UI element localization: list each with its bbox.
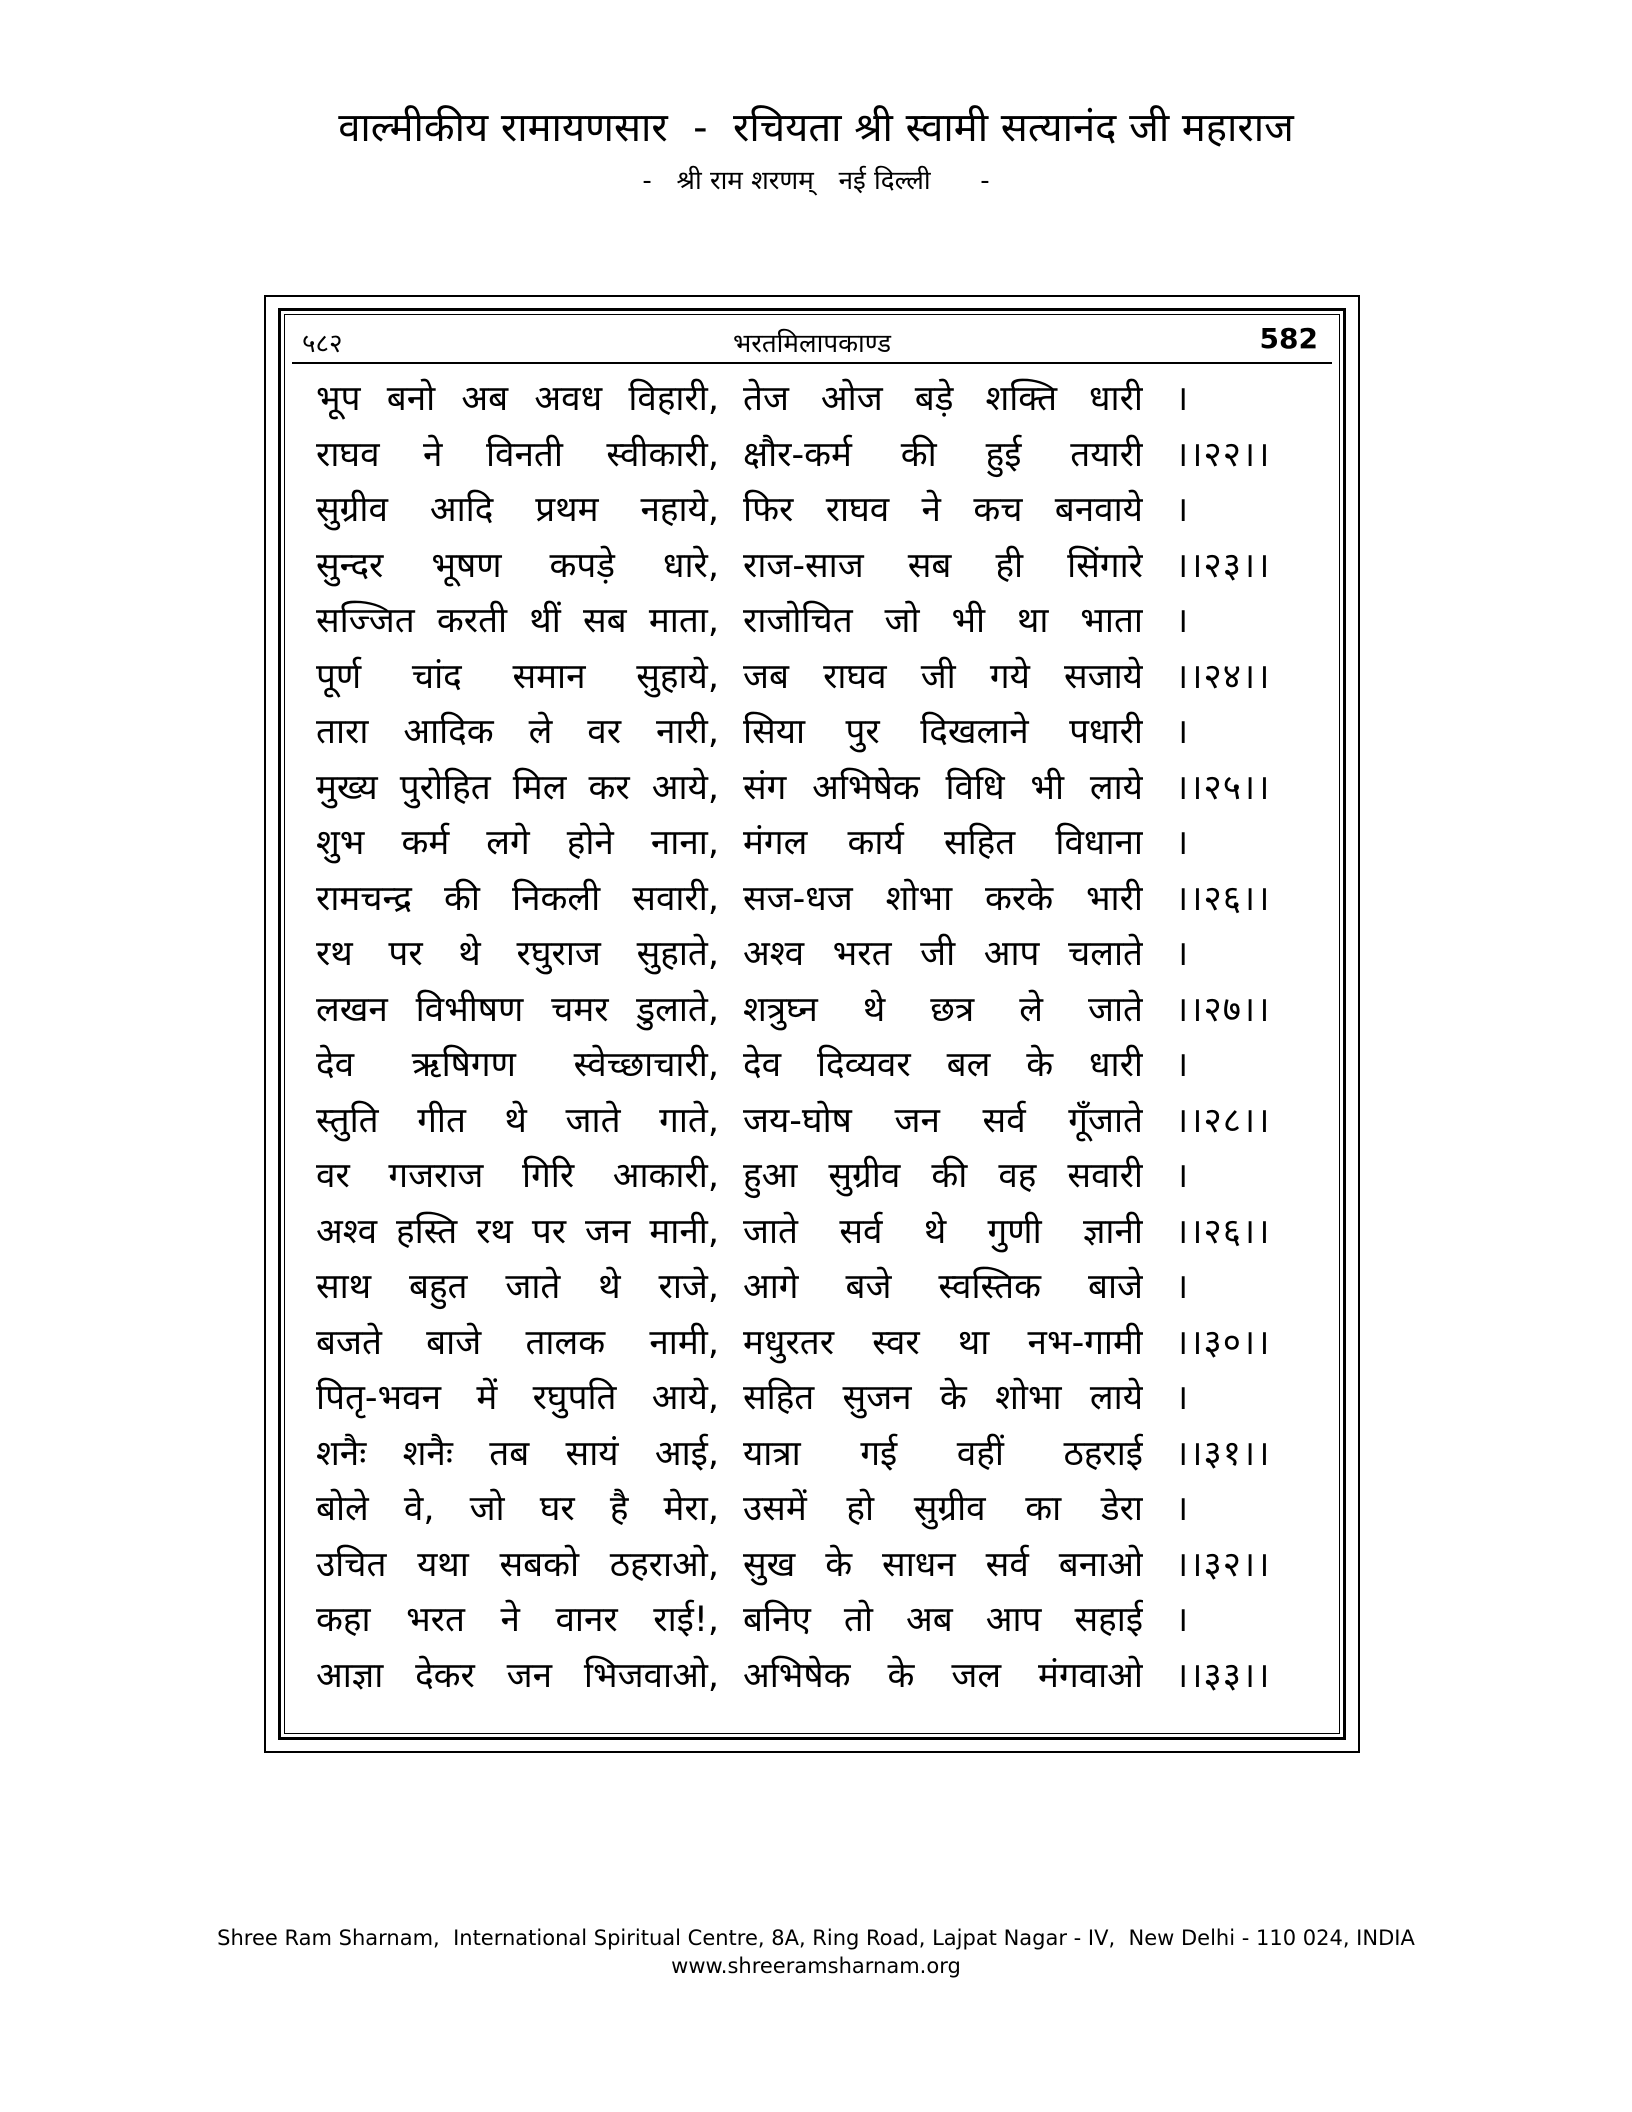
- verse-left-half: शुभ कर्म लगे होने नाना,: [316, 823, 719, 863]
- verse-right-half: राजोचित जो भी था भाता: [743, 601, 1143, 641]
- verse-left-half: अश्व हस्ति रथ पर जन मानी,: [316, 1211, 719, 1252]
- verse-left-half: पितृ-भवन में रघुपति आये,: [316, 1378, 719, 1418]
- verse-number: ।: [1175, 1489, 1190, 1529]
- verse-right-half: सहित सुजन के शोभा लाये: [743, 1378, 1143, 1418]
- verse-number: ।: [1175, 1156, 1190, 1196]
- verse-line: [300, 927, 1320, 983]
- verse-number: ।: [1175, 1267, 1190, 1307]
- verse-right-half: आगे बजे स्वस्तिक बाजे: [743, 1267, 1143, 1307]
- page-number-arabic: 582: [1259, 322, 1318, 355]
- verse-line: [300, 594, 1320, 650]
- verse-right-half: राज-साज सब ही सिंगारे: [743, 545, 1143, 586]
- verse-right-half: अश्व भरत जी आप चलाते: [743, 934, 1143, 974]
- verse-number: ।: [1175, 1600, 1190, 1640]
- verse-left-half: देव ऋषिगण स्वेच्छाचारी,: [316, 1045, 719, 1085]
- verse-line: [300, 539, 1320, 595]
- verse-line: [300, 1649, 1320, 1705]
- verse-number: ।।३२।।: [1175, 1544, 1271, 1585]
- verse-line: [300, 1593, 1320, 1649]
- verse-right-half: जय-घोष जन सर्व गूँजाते: [743, 1100, 1143, 1141]
- verse-right-half: संग अभिषेक विधि भी लाये: [743, 767, 1143, 808]
- verse-left-half: साथ बहुत जाते थे राजे,: [316, 1267, 719, 1307]
- verse-left-half: पूर्ण चांद समान सुहाये,: [316, 656, 719, 697]
- verse-left-half: राघव ने विनती स्वीकारी,: [316, 434, 719, 475]
- verse-line: [300, 1260, 1320, 1316]
- verse-line: [300, 650, 1320, 706]
- verse-number: ।।३०।।: [1175, 1322, 1271, 1363]
- footer-address: Shree Ram Sharnam, International Spiritual Centre, 8A, Ring Road, Lajpat Nagar - IV, New Delhi - 110 024, INDIA: [217, 1926, 1415, 1950]
- verse-left-half: स्तुति गीत थे जाते गाते,: [316, 1100, 719, 1141]
- verse-right-half: क्षौर-कर्म की हुई तयारी: [743, 434, 1143, 475]
- verse-left-half: सुग्रीव आदि प्रथम नहाये,: [316, 490, 719, 530]
- verse-list: [300, 372, 1320, 1704]
- verse-right-half: जाते सर्व थे गुणी ज्ञानी: [743, 1211, 1143, 1252]
- verse-left-half: भूप बनो अब अवध विहारी,: [316, 379, 719, 419]
- verse-line: [300, 483, 1320, 539]
- verse-right-half: सज-धज शोभा करके भारी: [743, 878, 1143, 919]
- section-title: भरतमिलापकाण्ड: [732, 329, 892, 359]
- page-header: [298, 318, 1326, 360]
- verse-line: [300, 1538, 1320, 1594]
- verse-number: ।।२२।।: [1175, 434, 1271, 475]
- page-number-devanagari: ५८२: [302, 329, 343, 359]
- header-divider: [292, 362, 1332, 364]
- verse-right-half: उसमें हो सुग्रीव का डेरा: [743, 1489, 1143, 1529]
- verse-left-half: वर गजराज गिरि आकारी,: [316, 1156, 719, 1196]
- verse-right-half: यात्रा गई वहीं ठहराई: [743, 1433, 1143, 1474]
- verse-number: ।: [1175, 601, 1190, 641]
- verse-number: ।: [1175, 379, 1190, 419]
- verse-number: ।।२४।।: [1175, 656, 1271, 697]
- verse-line: [300, 1482, 1320, 1538]
- verse-line: [300, 705, 1320, 761]
- verse-left-half: शनैः शनैः तब सायं आई,: [316, 1433, 719, 1474]
- verse-left-half: मुख्य पुरोहित मिल कर आये,: [316, 767, 719, 808]
- verse-right-half: अभिषेक के जल मंगवाओ: [743, 1655, 1143, 1696]
- verse-line: [300, 816, 1320, 872]
- verse-line: [300, 1371, 1320, 1427]
- verse-number: ।।२६।।: [1175, 878, 1271, 919]
- verse-right-half: हुआ सुग्रीव की वह सवारी: [743, 1156, 1143, 1196]
- verse-number: ।।२७।।: [1175, 989, 1271, 1030]
- verse-right-half: मधुरतर स्वर था नभ-गामी: [743, 1322, 1143, 1363]
- verse-left-half: बजते बाजे तालक नामी,: [316, 1322, 719, 1363]
- verse-left-half: तारा आदिक ले वर नारी,: [316, 712, 719, 752]
- verse-right-half: शत्रुघ्न थे छत्र ले जाते: [743, 989, 1143, 1030]
- verse-right-half: मंगल कार्य सहित विधाना: [743, 823, 1143, 863]
- verse-left-half: बोले वे, जो घर है मेरा,: [316, 1489, 719, 1529]
- verse-number: ।।२५।।: [1175, 767, 1271, 808]
- verse-left-half: आज्ञा देकर जन भिजवाओ,: [316, 1655, 719, 1696]
- verse-right-half: तेज ओज बड़े शक्ति धारी: [743, 379, 1143, 419]
- verse-left-half: लखन विभीषण चमर डुलाते,: [316, 989, 719, 1030]
- verse-line: [300, 983, 1320, 1039]
- verse-number: ।: [1175, 1378, 1190, 1418]
- document-title: वाल्मीकीय रामायणसार - रचियता श्री स्वामी सत्यानंद जी महाराज: [338, 105, 1294, 151]
- verse-line: [300, 1094, 1320, 1150]
- verse-left-half: सुन्दर भूषण कपड़े धारे,: [316, 545, 719, 586]
- verse-right-half: देव दिव्यवर बल के धारी: [743, 1045, 1143, 1085]
- verse-line: [300, 761, 1320, 817]
- verse-number: ।।२३।।: [1175, 545, 1271, 586]
- verse-number: ।।३१।।: [1175, 1433, 1271, 1474]
- verse-left-half: कहा भरत ने वानर राई!,: [316, 1600, 719, 1640]
- verse-number: ।।२६।।: [1175, 1211, 1271, 1252]
- document-subtitle: - श्री राम शरणम् नई दिल्ली -: [642, 166, 990, 196]
- verse-left-half: रामचन्द्र की निकली सवारी,: [316, 878, 719, 919]
- footer-url: www.shreeramsharnam.org: [671, 1954, 961, 1978]
- verse-line: [300, 1316, 1320, 1372]
- verse-number: ।: [1175, 712, 1190, 752]
- verse-line: [300, 428, 1320, 484]
- verse-number: ।: [1175, 823, 1190, 863]
- verse-number: ।: [1175, 490, 1190, 530]
- verse-number: ।।२८।।: [1175, 1100, 1271, 1141]
- verse-line: [300, 1149, 1320, 1205]
- verse-line: [300, 1038, 1320, 1094]
- verse-line: [300, 1205, 1320, 1261]
- verse-number: ।: [1175, 934, 1190, 974]
- verse-left-half: सज्जित करती थीं सब माता,: [316, 601, 719, 641]
- verse-right-half: जब राघव जी गये सजाये: [743, 656, 1143, 697]
- verse-left-half: रथ पर थे रघुराज सुहाते,: [316, 934, 719, 974]
- verse-right-half: सिया पुर दिखलाने पधारी: [743, 712, 1143, 752]
- verse-line: [300, 1427, 1320, 1483]
- verse-number: ।: [1175, 1045, 1190, 1085]
- verse-line: [300, 872, 1320, 928]
- verse-left-half: उचित यथा सबको ठहराओ,: [316, 1544, 719, 1585]
- verse-right-half: फिर राघव ने कच बनवाये: [743, 490, 1143, 530]
- verse-right-half: बनिए तो अब आप सहाई: [743, 1600, 1143, 1640]
- verse-number: ।।३३।।: [1175, 1655, 1271, 1696]
- verse-line: [300, 372, 1320, 428]
- verse-right-half: सुख के साधन सर्व बनाओ: [743, 1544, 1143, 1585]
